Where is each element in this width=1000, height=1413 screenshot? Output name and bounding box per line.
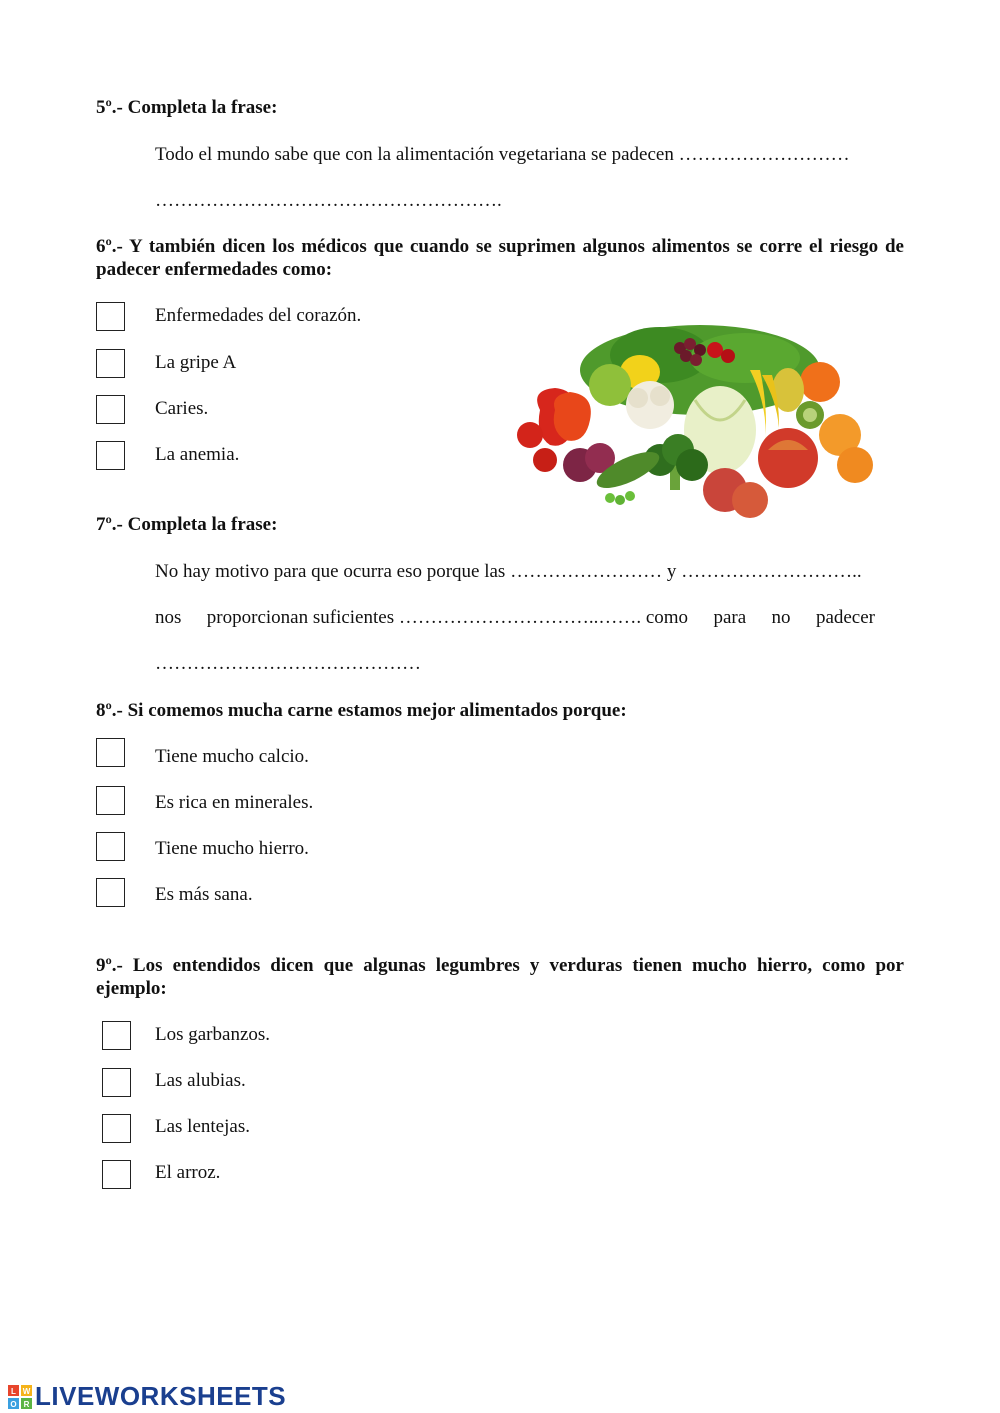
q6-checkbox-3[interactable]	[96, 395, 125, 424]
q6-checkbox-1[interactable]	[96, 302, 125, 331]
q8-checkbox-2[interactable]	[96, 786, 125, 815]
q9-option-4: El arroz.	[155, 1162, 221, 1183]
q6-checkbox-4[interactable]	[96, 441, 125, 470]
q5-title: 5º.- Completa la frase:	[96, 97, 278, 118]
q9-checkbox-3[interactable]	[102, 1114, 131, 1143]
q7-line-2-word-3: para	[713, 607, 747, 628]
q7-line-2-word-4: no	[771, 607, 791, 628]
q5-line-2: ……………………………………………….	[155, 190, 502, 211]
q6-option-2: La gripe A	[155, 352, 237, 373]
q9-checkbox-4[interactable]	[102, 1160, 131, 1189]
q8-option-2: Es rica en minerales.	[155, 792, 314, 813]
q7-line-2-word-5: padecer	[815, 607, 875, 628]
vegetables-fruit-image	[510, 310, 885, 525]
q6-option-1: Enfermedades del corazón.	[155, 305, 362, 326]
q9-option-1: Los garbanzos.	[155, 1024, 271, 1045]
q6-option-3: Caries.	[155, 398, 209, 419]
q6-option-4: La anemia.	[155, 444, 240, 465]
q6-title: 6º.- Y también dicen los médicos que cuando se suprimen algunos alimentos se corre el riesgo de padecer enfermedades como:	[96, 236, 904, 280]
q9-checkbox-2[interactable]	[102, 1068, 131, 1097]
logo-icon-letter-3: O	[10, 1399, 17, 1409]
q5-line-1: Todo el mundo sabe que con la alimentación vegetariana se padecen ………………………	[155, 144, 850, 165]
q8-option-4: Es más sana.	[155, 884, 253, 905]
q8-option-1: Tiene mucho calcio.	[155, 746, 309, 767]
q9-option-3: Las lentejas.	[155, 1116, 250, 1137]
q7-line-2-word-2: proporcionan suficientes …………………………..……. como	[206, 607, 689, 628]
q7-line-1: No hay motivo para que ocurra eso porque las …………………… y ………………………..	[155, 561, 862, 582]
logo-icon-letter-4: R	[23, 1399, 30, 1409]
q8-title: 8º.- Si comemos mucha carne estamos mejor alimentados porque:	[96, 700, 627, 721]
q7-line-3: ……………………………………	[155, 653, 421, 674]
q9-title: 9º.- Los entendidos dicen que algunas legumbres y verduras tienen mucho hierro, como por ejemplo:	[96, 955, 904, 999]
q8-option-3: Tiene mucho hierro.	[155, 838, 309, 859]
q6-checkbox-2[interactable]	[96, 349, 125, 378]
logo-icon-letter-2: W	[22, 1386, 31, 1396]
logo-icon-letter-1: L	[11, 1386, 16, 1396]
q8-checkbox-3[interactable]	[96, 832, 125, 861]
q7-line-2-word-1: nos	[155, 607, 182, 628]
q9-option-2: Las alubias.	[155, 1070, 246, 1091]
q7-line-2	[155, 606, 875, 629]
liveworksheets-logo-icon	[8, 1385, 32, 1409]
q8-checkbox-1[interactable]	[96, 738, 125, 767]
liveworksheets-logo[interactable]	[8, 1381, 286, 1412]
liveworksheets-logo-text: LIVEWORKSHEETS	[35, 1381, 287, 1411]
q8-checkbox-4[interactable]	[96, 878, 125, 907]
q9-checkbox-1[interactable]	[102, 1021, 131, 1050]
q7-title: 7º.- Completa la frase:	[96, 514, 278, 535]
